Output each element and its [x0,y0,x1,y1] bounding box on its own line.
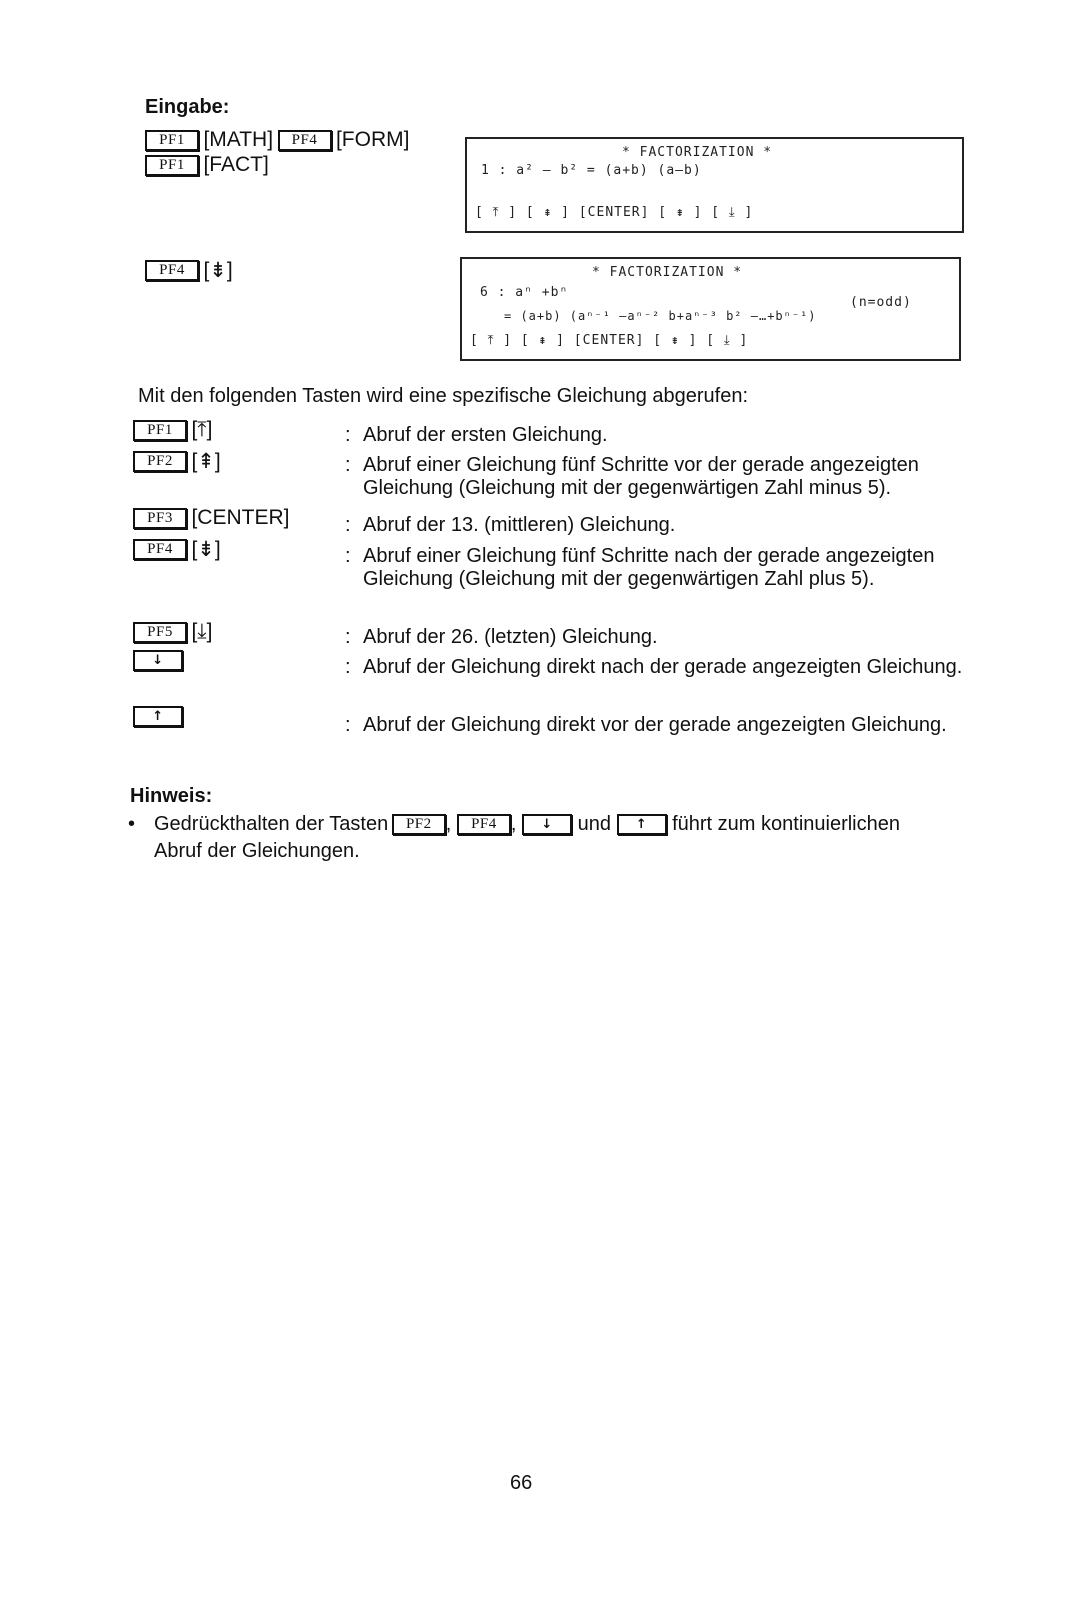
lcd-condition: (n=odd) [850,295,912,310]
pf4-key[interactable]: PF4 [145,260,199,281]
lcd-screen-1 [465,137,964,233]
lcd-equation: 1 : a² – b² = (a+b) (a–b) [481,163,702,178]
lcd-softkeys: [ ⤒ ] [ ⇞ ] [CENTER] [ ⇟ ] [ ⤓ ] [470,333,749,348]
key-label: [CENTER] [191,506,290,529]
pf1-key[interactable]: PF1 [133,420,187,441]
key-row-pf1 [133,418,212,442]
pf4-key[interactable]: PF4 [457,814,511,835]
pf3-key[interactable]: PF3 [133,508,187,529]
lcd-screen-2 [460,257,961,361]
pf1-key[interactable]: PF1 [145,130,199,151]
input-heading: Eingabe: [145,96,230,118]
up-arrow-key[interactable]: ↑ [617,814,667,835]
input-row-2 [145,153,269,177]
lcd-equation-expansion: = (a+b) (aⁿ⁻¹ –aⁿ⁻² b+aⁿ⁻³ b² –…+bⁿ⁻¹) [504,309,817,323]
key-row-up [133,706,183,727]
input-row-3 [145,258,233,283]
note-conjunction: und [577,813,611,835]
key-row-pf5 [133,620,212,644]
note-separator: , [445,813,452,835]
key-row-down [133,650,183,671]
key-label: [⇟] [191,538,221,561]
key-label: [⇞] [191,450,221,473]
pf2-key[interactable]: PF2 [133,451,187,472]
pf4-key[interactable]: PF4 [133,539,187,560]
note-text-before: Gedrückthalten der Tasten [154,813,389,835]
note-line-1 [154,813,900,836]
input-row-1 [145,128,409,152]
key-row-pf3 [133,506,289,530]
key-row-pf2 [133,449,221,474]
note-bullet: • [128,813,136,835]
up-arrow-key[interactable]: ↑ [133,706,183,727]
down-arrow-key[interactable]: ↓ [522,814,572,835]
lcd-title: * FACTORIZATION * [592,265,743,280]
intro-text: Mit den folgenden Tasten wird eine spezifische Gleichung abgerufen: [138,385,749,407]
form-label: [FORM] [335,128,410,151]
page-down-label: [⇟] [203,259,233,282]
math-label: [MATH] [203,128,274,151]
lcd-equation: 6 : aⁿ +bⁿ [480,285,569,300]
lcd-title: * FACTORIZATION * [622,145,773,160]
note-text-after: führt zum kontinuierlichen [672,813,900,835]
pf5-key[interactable]: PF5 [133,622,187,643]
key-row-pf4 [133,537,221,562]
down-arrow-key[interactable]: ↓ [133,650,183,671]
note-heading: Hinweis: [130,785,213,807]
key-label: [⤒] [191,418,213,441]
page-number: 66 [510,1472,533,1494]
fact-label: [FACT] [203,153,269,176]
note-separator: , [510,813,517,835]
pf2-key[interactable]: PF2 [392,814,446,835]
note-line-2: Abruf der Gleichungen. [154,840,360,862]
key-label: [⤓] [191,620,213,643]
pf1-key[interactable]: PF1 [145,155,199,176]
lcd-softkeys: [ ⤒ ] [ ⇞ ] [CENTER] [ ⇟ ] [ ⤓ ] [475,205,754,220]
pf4-key[interactable]: PF4 [278,130,332,151]
